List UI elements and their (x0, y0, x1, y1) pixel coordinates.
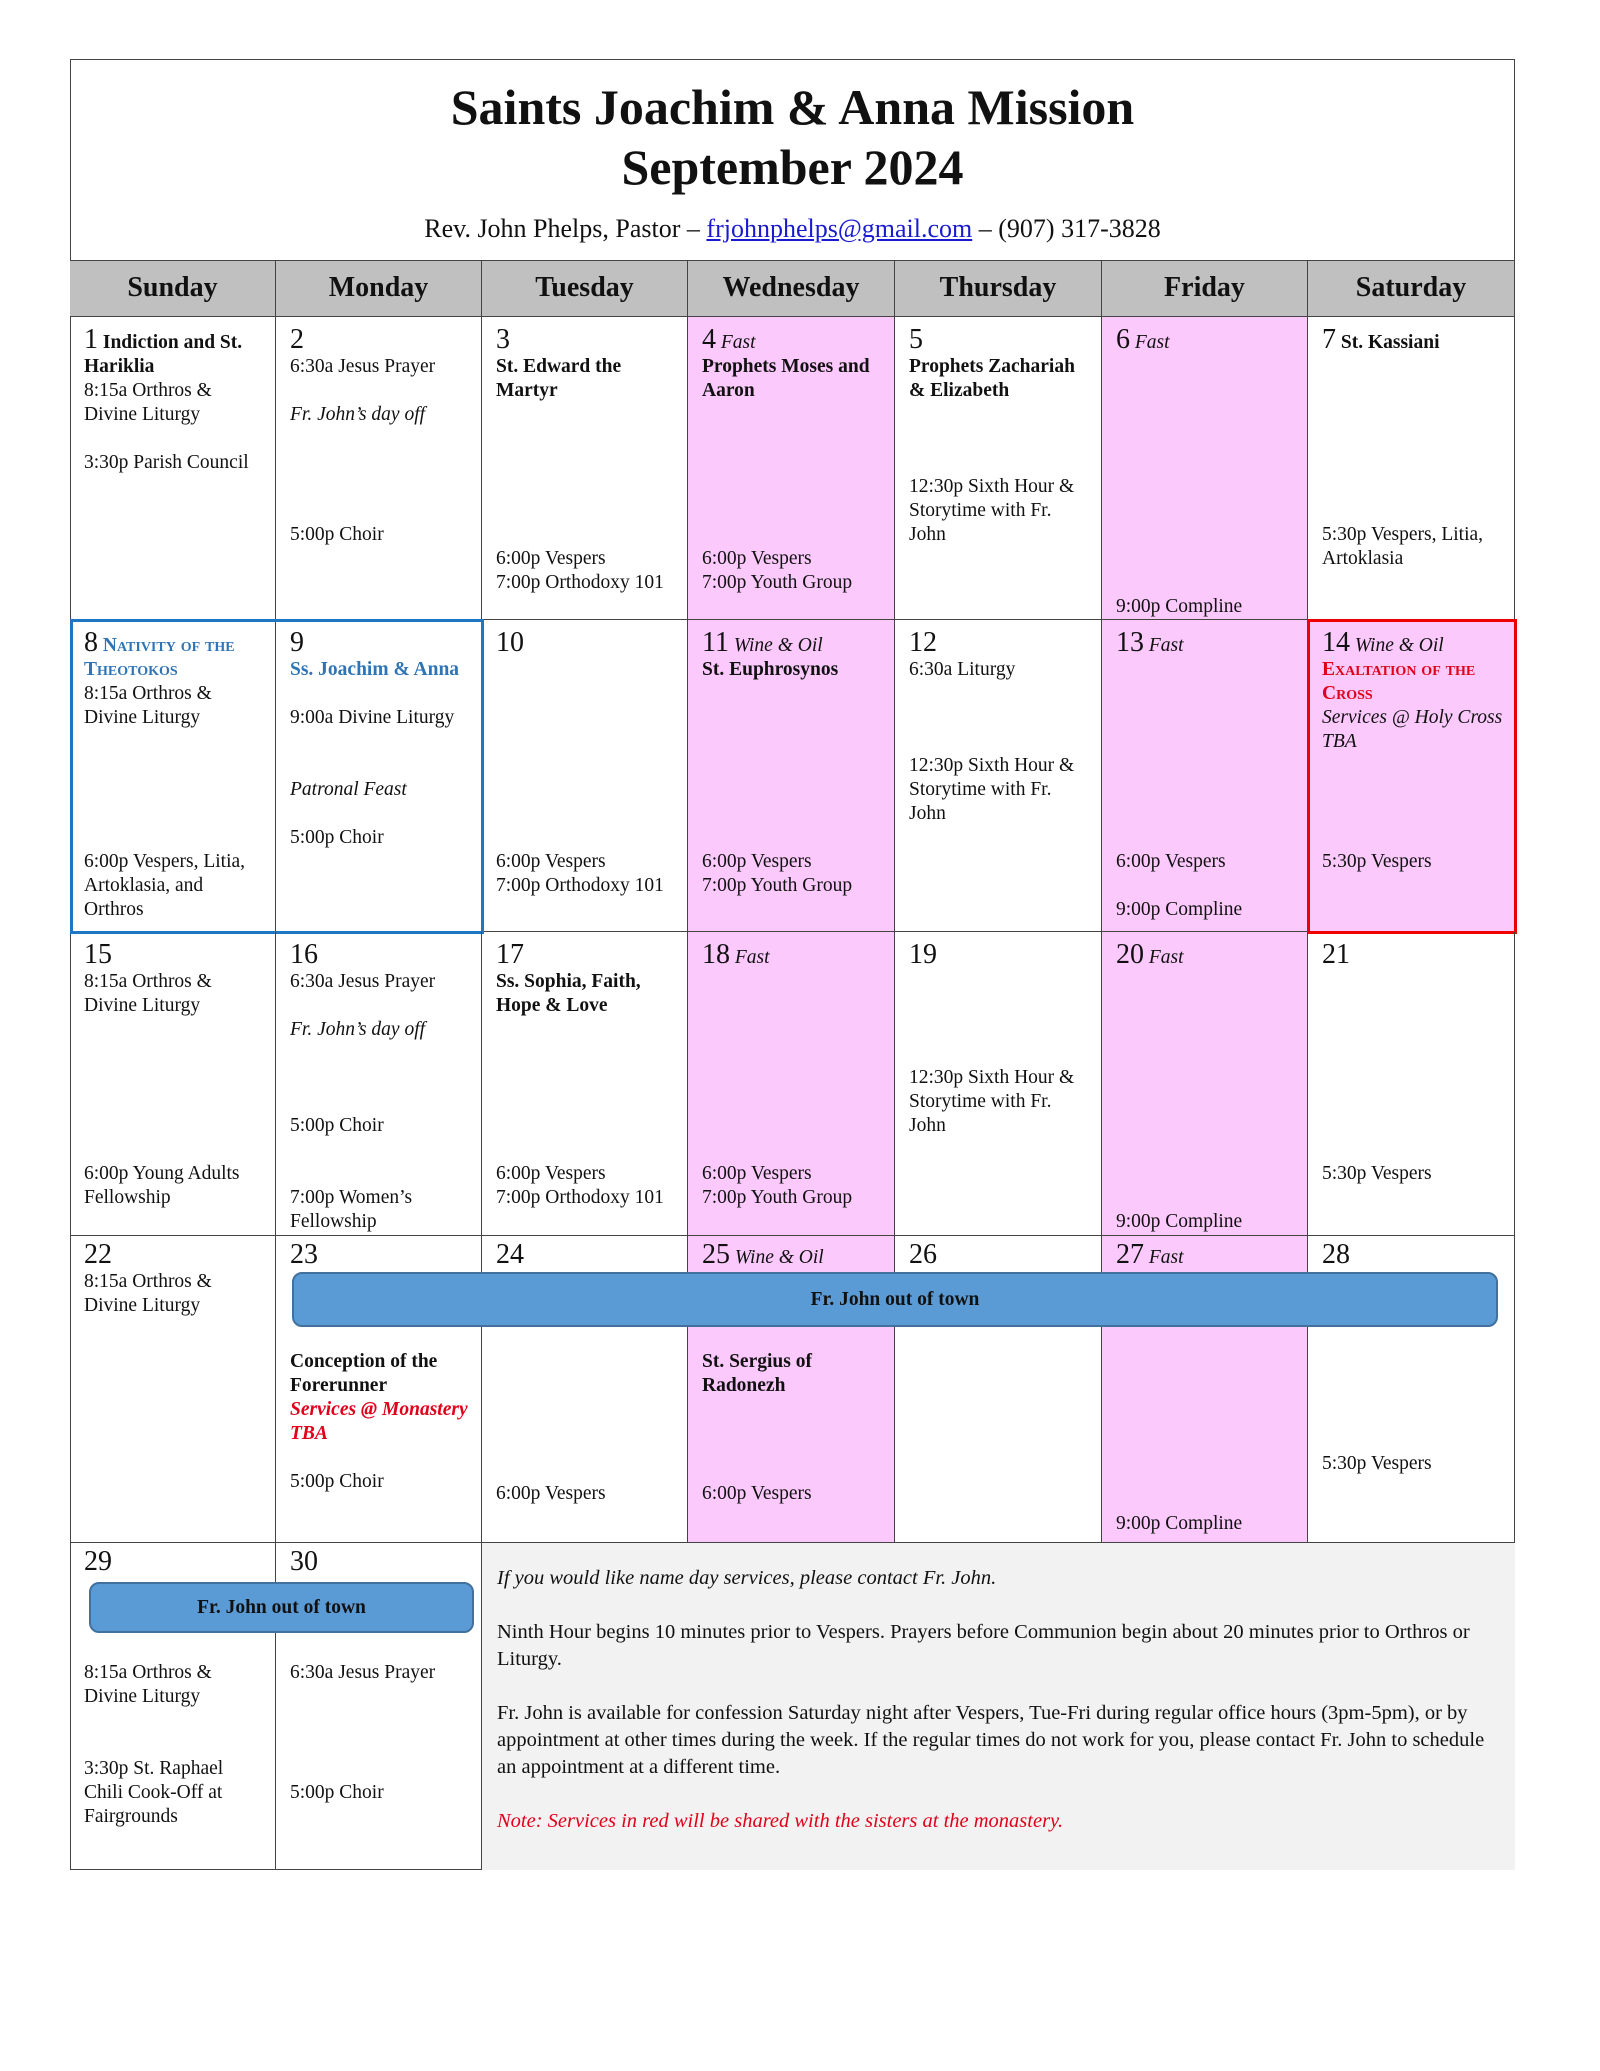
event: 6:00p Vespers (496, 851, 606, 872)
event: 5:30p Vespers (1322, 851, 1432, 872)
fast-tag: Wine & Oil (734, 1247, 824, 1268)
feast-name: Nativity of the Theotokos (84, 635, 235, 680)
day-cell-21[interactable] (1308, 932, 1515, 1236)
note: Fr. John’s day off (290, 404, 426, 425)
day-number: 16 (290, 939, 318, 970)
event: 12:30p Sixth Hour & Storytime with Fr. John (909, 1067, 1075, 1136)
event: 6:00p Vespers (702, 1163, 812, 1184)
weekday-saturday: Saturday (1308, 260, 1515, 317)
event: 7:00p Orthodoxy 101 (496, 572, 664, 593)
month-title: September 2024 (621, 139, 964, 195)
event: 5:00p Choir (290, 1115, 384, 1136)
day-cell-2[interactable] (276, 317, 482, 620)
day-cell-7[interactable] (1308, 317, 1515, 620)
day-cell-16[interactable] (276, 932, 482, 1236)
event: 9:00p Compline (1116, 596, 1243, 617)
day-cell-19[interactable] (895, 932, 1102, 1236)
note: Services @ Holy Cross TBA (1322, 707, 1503, 752)
day-number: 3 (496, 324, 510, 355)
weekday-sunday: Sunday (70, 260, 276, 317)
event: 6:00p Vespers, Litia, Artoklasia, and Orthros (84, 851, 246, 920)
fast-tag: Fast (720, 332, 756, 353)
day-number: 20 (1116, 939, 1144, 970)
day-number: 2 (290, 324, 304, 355)
feast-name: Prophets Zachariah & Elizabeth (909, 356, 1075, 401)
day-cell-11[interactable] (688, 620, 895, 932)
event: 8:15a Orthros & Divine Liturgy (84, 971, 212, 1016)
day-number: 5 (909, 324, 923, 355)
day-number: 27 (1116, 1239, 1144, 1270)
day-cell-17[interactable] (482, 932, 688, 1236)
event: 6:30a Jesus Prayer (290, 1662, 436, 1683)
event: 7:00p Orthodoxy 101 (496, 1187, 664, 1208)
out-of-town-banner: Fr. John out of town (292, 1272, 1498, 1327)
event: 5:30p Vespers (1322, 1453, 1432, 1474)
day-cell-3[interactable] (482, 317, 688, 620)
event: 9:00a Divine Liturgy (290, 707, 455, 728)
day-number: 21 (1322, 939, 1350, 970)
event: 5:00p Choir (290, 1471, 384, 1492)
feast-name: Exaltation of the Cross (1322, 659, 1476, 704)
email-link[interactable]: frjohnphelps@gmail.com (706, 214, 973, 243)
day-number: 12 (909, 627, 937, 658)
feast-name: Indiction and St. Hariklia (84, 332, 243, 377)
event: 6:00p Vespers (496, 1483, 606, 1504)
day-number: 6 (1116, 324, 1130, 355)
event: 7:00p Youth Group (702, 875, 853, 896)
day-number: 13 (1116, 627, 1144, 658)
weekday-monday: Monday (276, 260, 482, 317)
event: 6:30a Jesus Prayer (290, 971, 436, 992)
feast-name: St. Edward the Martyr (496, 356, 622, 401)
pastor-label: Rev. John Phelps, Pastor – (424, 214, 700, 243)
event: 6:00p Young Adults Fellowship (84, 1163, 240, 1208)
fast-tag: Fast (1148, 1247, 1184, 1268)
phone-label: – (907) 317-3828 (978, 214, 1161, 243)
feast-name: St. Sergius of Radonezh (702, 1351, 812, 1396)
day-number: 11 (702, 627, 729, 658)
event: 3:30p St. Raphael Chili Cook-Off at Fairgrounds (84, 1758, 224, 1827)
event: 8:15a Orthros & Divine Liturgy (84, 683, 212, 728)
feast-name: St. Euphrosynos (702, 659, 839, 680)
notes-panel (482, 1543, 1515, 1870)
day-cell-18[interactable] (688, 932, 895, 1236)
note: Services @ Monastery TBA (290, 1399, 468, 1444)
day-cell-8[interactable] (70, 620, 276, 932)
note-name-day: If you would like name day services, please contact Fr. John. (497, 1567, 997, 1589)
event: 6:00p Vespers (496, 548, 606, 569)
fast-tag: Fast (1148, 947, 1184, 968)
feast-name: Conception of the Forerunner (290, 1351, 438, 1396)
event: 8:15a Orthros & Divine Liturgy (84, 1271, 212, 1316)
note-confession: Fr. John is available for confession Saturday night after Vespers, Tue-Fri during regular office hours (3pm-5pm), or by appointment at other times during the week. If the regular times do not work for you, please contact Fr. John to schedule an appointment at a different time. (497, 1702, 1485, 1778)
day-cell-4[interactable] (688, 317, 895, 620)
event: 5:00p Choir (290, 524, 384, 545)
event: 5:00p Choir (290, 827, 384, 848)
out-of-town-banner: Fr. John out of town (89, 1582, 474, 1633)
note: Patronal Feast (290, 779, 407, 800)
weekday-wednesday: Wednesday (688, 260, 895, 317)
day-number: 10 (496, 627, 524, 658)
fast-tag: Fast (1134, 332, 1170, 353)
day-number: 1 (84, 324, 98, 355)
note-ninth-hour: Ninth Hour begins 10 minutes prior to Vespers. Prayers before Communion begin about 20 minutes prior to Orthros or Liturgy. (497, 1621, 1470, 1670)
note: Fr. John’s day off (290, 1019, 426, 1040)
day-number: 23 (290, 1239, 318, 1270)
weekday-friday: Friday (1102, 260, 1308, 317)
day-cell-12[interactable] (895, 620, 1102, 932)
event: 6:30a Jesus Prayer (290, 356, 436, 377)
day-number: 14 (1322, 627, 1350, 658)
day-number: 4 (702, 324, 716, 355)
day-cell-22[interactable] (70, 1236, 276, 1543)
day-number: 29 (84, 1546, 112, 1577)
day-cell-20[interactable] (1102, 932, 1308, 1236)
event: 12:30p Sixth Hour & Storytime with Fr. John (909, 755, 1075, 824)
event: 6:00p Vespers (1116, 851, 1226, 872)
event: 6:00p Vespers (702, 1483, 812, 1504)
event: 12:30p Sixth Hour & Storytime with Fr. John (909, 476, 1075, 545)
event: 8:15a Orthros & Divine Liturgy (84, 1662, 212, 1707)
event: 5:30p Vespers, Litia, Artoklasia (1322, 524, 1484, 569)
day-cell-13[interactable] (1102, 620, 1308, 932)
day-number: 24 (496, 1239, 524, 1270)
contact-line (70, 214, 1515, 244)
day-number: 22 (84, 1239, 112, 1270)
event: 9:00p Compline (1116, 1211, 1243, 1232)
event: 8:15a Orthros & Divine Liturgy (84, 380, 212, 425)
day-cell-10[interactable] (482, 620, 688, 932)
feast-name: Ss. Sophia, Faith, Hope & Love (496, 971, 641, 1016)
event: 9:00p Compline (1116, 899, 1243, 920)
day-number: 17 (496, 939, 524, 970)
fast-tag: Fast (1148, 635, 1184, 656)
event: 3:30p Parish Council (84, 452, 249, 473)
page-title: Saints Joachim & Anna Mission (450, 79, 1135, 135)
note-red-services: Note: Services in red will be shared with the sisters at the monastery. (497, 1810, 1064, 1832)
event: 6:00p Vespers (702, 851, 812, 872)
event: 6:00p Vespers (496, 1163, 606, 1184)
day-number: 8 (84, 627, 98, 658)
day-number: 19 (909, 939, 937, 970)
day-cell-5[interactable] (895, 317, 1102, 620)
fast-tag: Fast (734, 947, 770, 968)
day-number: 30 (290, 1546, 318, 1577)
event: 7:00p Women’s Fellowship (290, 1187, 413, 1232)
feast-name: Ss. Joachim & Anna (290, 659, 460, 680)
day-number: 15 (84, 939, 112, 970)
event: 7:00p Orthodoxy 101 (496, 875, 664, 896)
day-cell-9[interactable] (276, 620, 482, 932)
day-cell-14[interactable] (1308, 620, 1515, 932)
event: 6:30a Liturgy (909, 659, 1016, 680)
day-cell-6[interactable] (1102, 317, 1308, 620)
day-number: 18 (702, 939, 730, 970)
event: 7:00p Youth Group (702, 1187, 853, 1208)
feast-name: Prophets Moses and Aaron (702, 356, 870, 401)
day-cell-15[interactable] (70, 932, 276, 1236)
day-number: 26 (909, 1239, 937, 1270)
day-number: 25 (702, 1239, 730, 1270)
fast-tag: Wine & Oil (733, 635, 823, 656)
weekday-tuesday: Tuesday (482, 260, 688, 317)
fast-tag: Wine & Oil (1354, 635, 1444, 656)
day-number: 9 (290, 627, 304, 658)
event: 5:00p Choir (290, 1782, 384, 1803)
event: 6:00p Vespers (702, 548, 812, 569)
event: 9:00p Compline (1116, 1513, 1243, 1534)
feast-name: St. Kassiani (1340, 332, 1440, 353)
day-number: 28 (1322, 1239, 1350, 1270)
day-number: 7 (1322, 324, 1336, 355)
event: 5:30p Vespers (1322, 1163, 1432, 1184)
day-cell-1[interactable] (70, 317, 276, 620)
event: 7:00p Youth Group (702, 572, 853, 593)
weekday-thursday: Thursday (895, 260, 1102, 317)
